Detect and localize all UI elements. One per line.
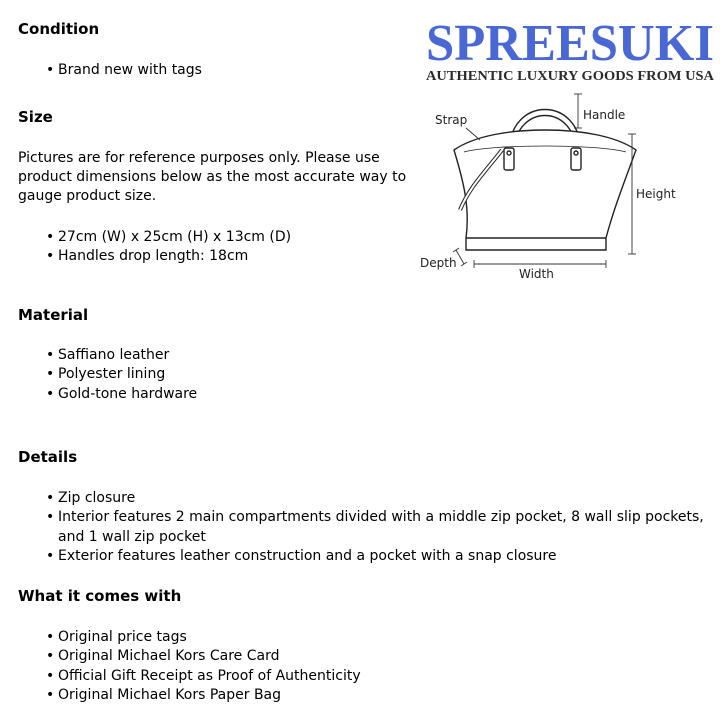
bag-dimension-diagram [414, 88, 714, 288]
list-item: • Original price tags [46, 628, 361, 647]
label-handle: Handle [583, 108, 626, 122]
handbag-illustration [454, 110, 636, 251]
list-item: • Gold-tone hardware [46, 385, 197, 404]
label-height: Height [636, 187, 676, 201]
label-width: Width [519, 267, 554, 281]
list-item: • Original Michael Kors Paper Bag [46, 686, 361, 705]
list-item: • 27cm (W) x 25cm (H) x 13cm (D) [46, 228, 291, 247]
list-item: • Saffiano leather [46, 346, 197, 365]
section-title-material: Material [18, 306, 89, 324]
comes-with-list [46, 628, 361, 706]
material-list [46, 346, 197, 404]
list-item: • Original Michael Kors Care Card [46, 647, 361, 666]
list-item: • Polyester lining [46, 365, 197, 384]
logo-tagline: AUTHENTIC LUXURY GOODS FROM USA [426, 69, 715, 84]
condition-list [46, 61, 202, 80]
section-title-size: Size [18, 108, 53, 126]
size-list [46, 228, 291, 267]
list-item: • Brand new with tags [46, 61, 202, 80]
list-item: • Handles drop length: 18cm [46, 247, 291, 266]
list-item: • Exterior features leather construction and a pocket with a snap closure [46, 547, 718, 566]
section-title-details: Details [18, 448, 78, 466]
list-item: • Interior features 2 main compartments divided with a middle zip pocket, 8 wall slip pockets, and 1 wall zip pocket [46, 508, 718, 547]
label-strap: Strap [435, 113, 468, 127]
spreesuki-logo [424, 14, 716, 84]
details-list [46, 489, 718, 567]
label-depth: Depth [420, 256, 457, 270]
logo-brand: SPREESUKI [426, 15, 714, 72]
size-note: Pictures are for reference purposes only. Please use product dimensions below as the most accurate way to gauge product size. [18, 150, 407, 204]
list-item: • Official Gift Receipt as Proof of Authenticity [46, 667, 361, 686]
list-item: • Zip closure [46, 489, 718, 508]
section-title-comes-with: What it comes with [18, 587, 182, 605]
section-title-condition: Condition [18, 20, 100, 38]
